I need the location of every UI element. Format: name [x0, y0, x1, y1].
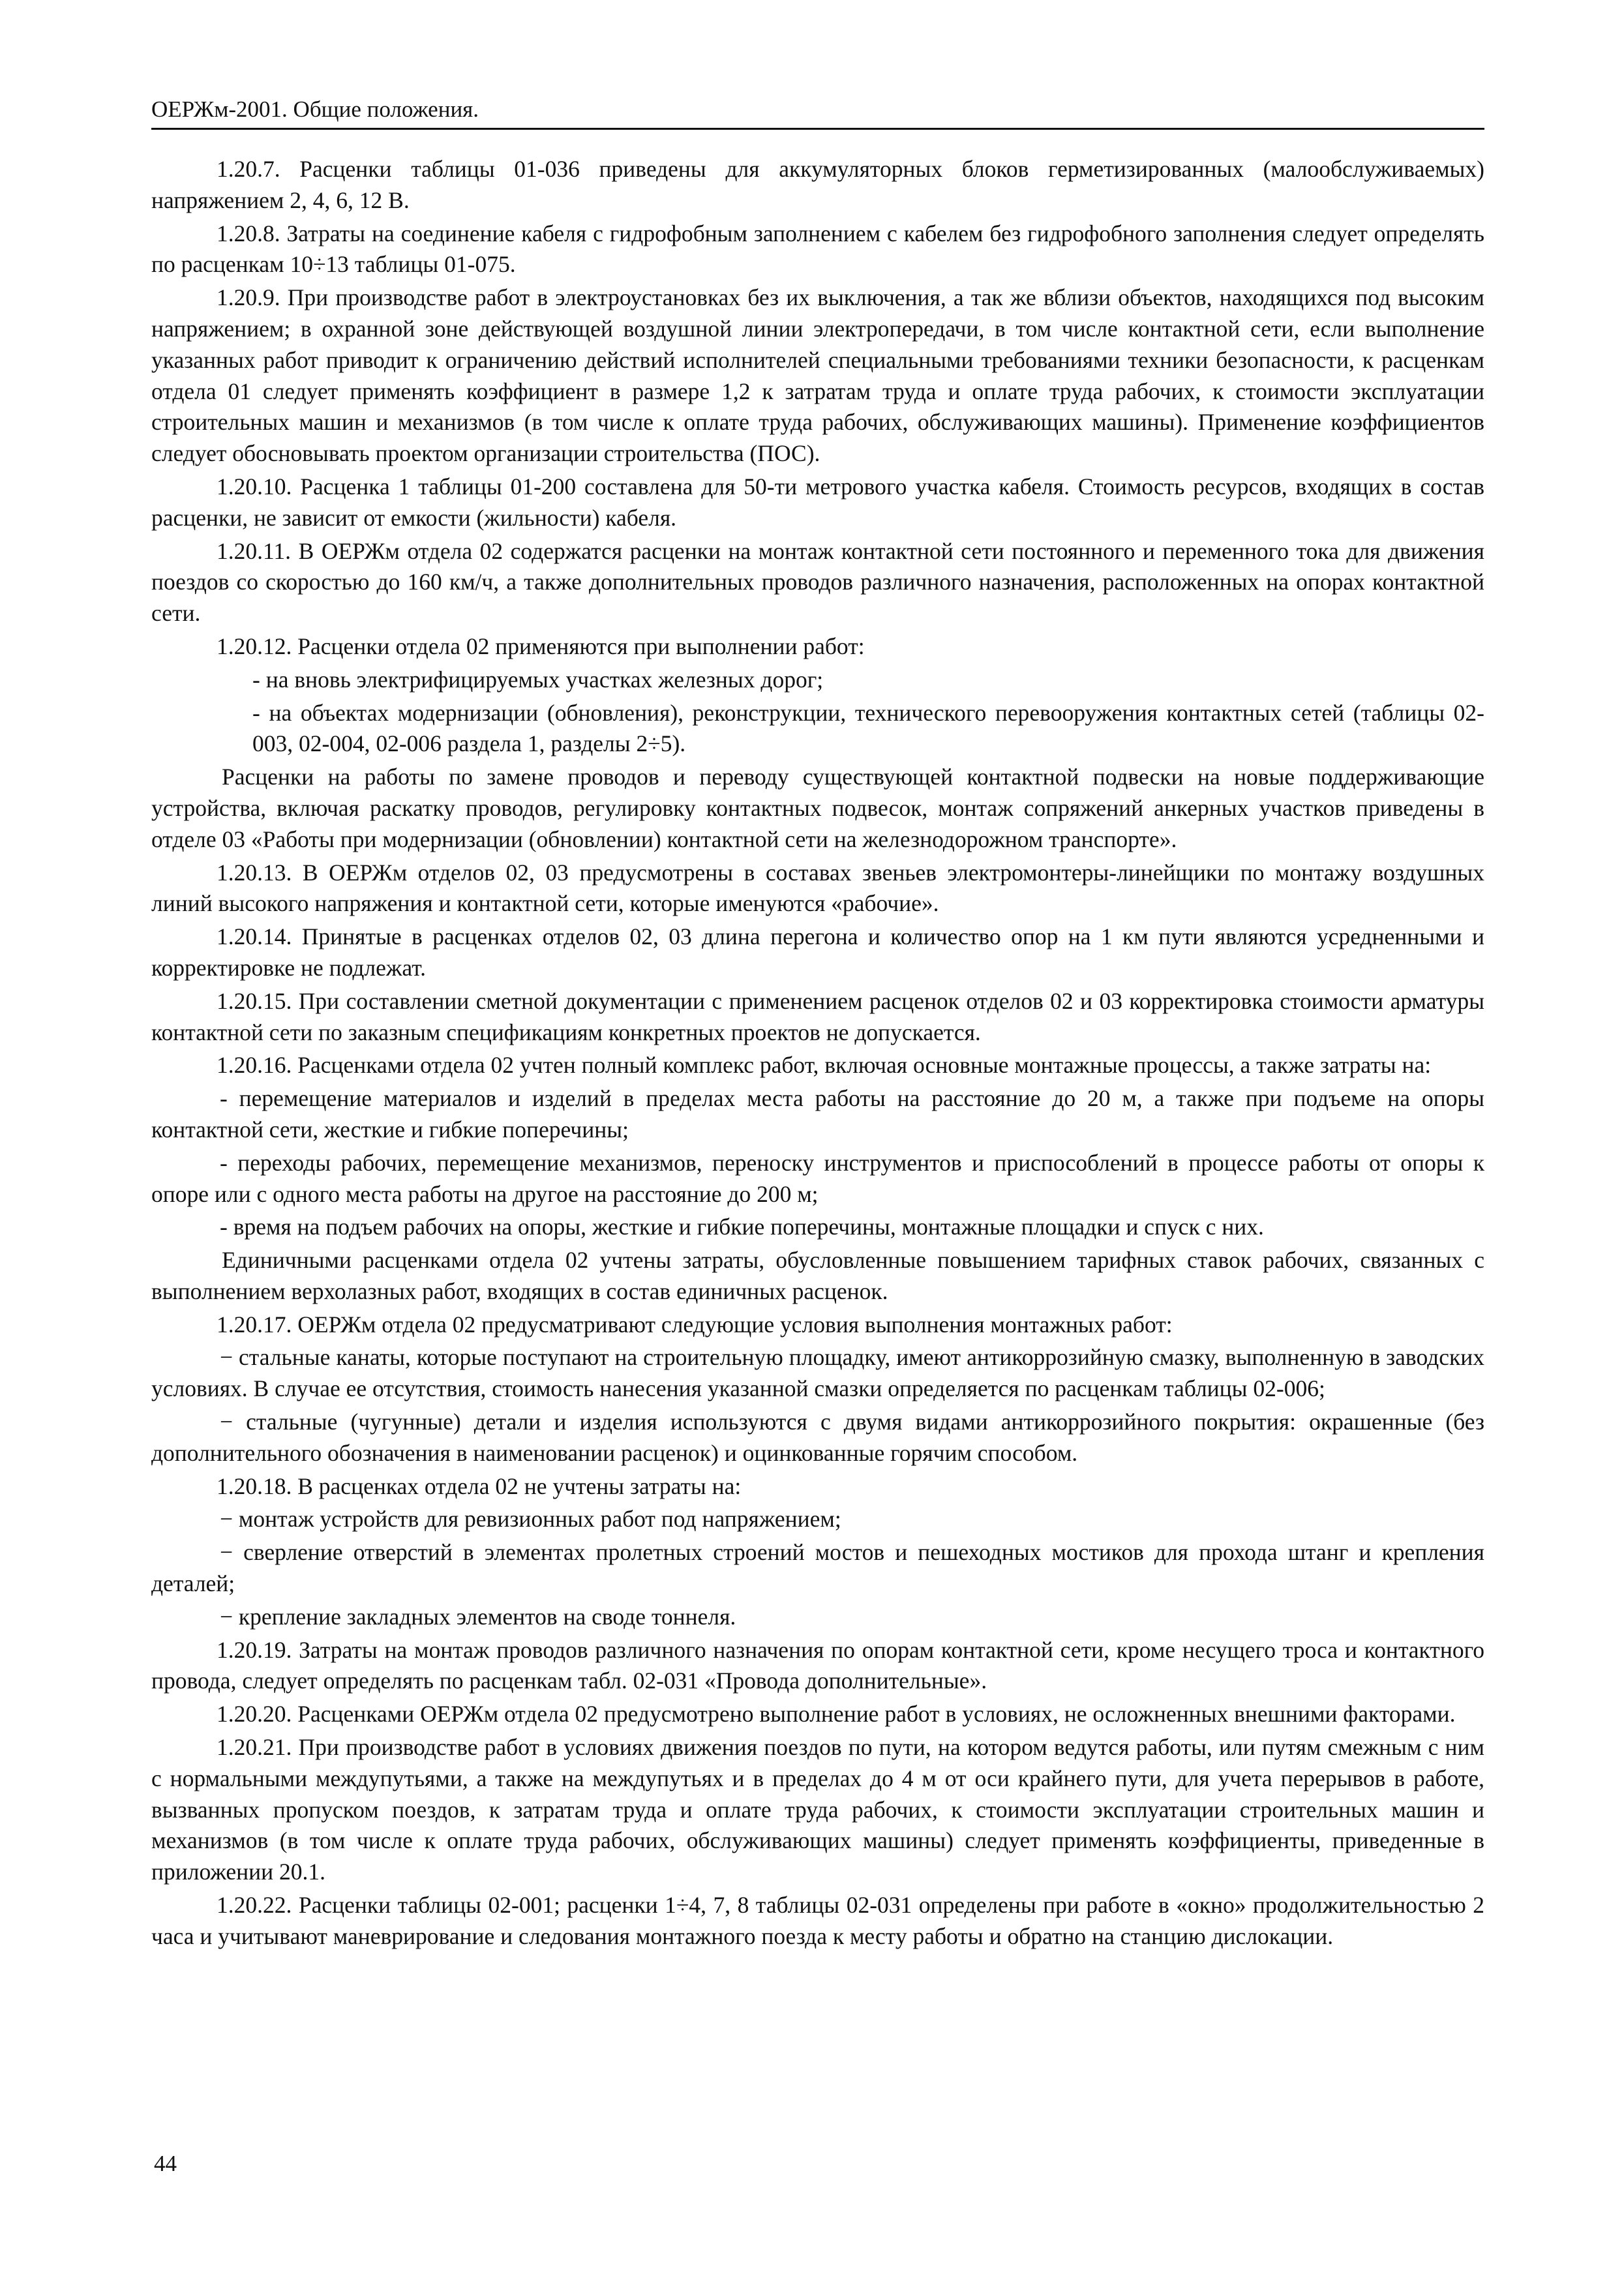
paragraph: 1.20.9. При производстве работ в электроустановках без их выключения, а так же вблизи объектов, находящихся под высоким напряжением; в охранной зоне действующей воздушной линии электропередачи, в том числе контактной сети, если выполнение указанных работ приводит к ограничению действий исполнителей специальными требованиями техники безопасности, к расценкам отдела 01 следует применять коэффициент в размере 1,2 к затратам труда и оплате труда рабочих, к стоимости эксплуатации строительных машин и механизмов (в том числе к оплате труда рабочих, обслуживающих машины). Применение коэффициентов следует обосновывать проектом организации строительства (ПОС).	[151, 284, 1484, 467]
paragraph: Расценки на работы по замене проводов и переводу существующей контактной подвески на новые поддерживающие устройства, включая раскатку проводов, регулировку контактных подвесок, монтаж сопряжений анкерных участков приведены в отделе 03 «Работы при модернизации (обновлении) контактной сети на железнодорожном транспорте».	[151, 764, 1484, 852]
paragraph: 1.20.17. ОЕРЖм отдела 02 предусматривают следующие условия выполнения монтажных работ:	[217, 1311, 1173, 1338]
list-item: - переходы рабочих, перемещение механизмов, переноску инструментов и приспособлений в процессе работы от опоры к опоре или с одного места работы на другое на расстояние до 200 м;	[151, 1149, 1484, 1207]
paragraph: 1.20.13. В ОЕРЖм отделов 02, 03 предусмотрены в составах звеньев электромонтеры-линейщики по монтажу воздушных линий высокого напряжения и контактной сети, которые именуются «рабочие».	[151, 859, 1484, 917]
body-text	[151, 154, 1484, 1954]
page-number: 44	[154, 2151, 177, 2176]
paragraph: 1.20.20. Расценками ОЕРЖм отдела 02 предусмотрено выполнение работ в условиях, не осложненных внешними факторами.	[217, 1701, 1456, 1728]
paragraph: 1.20.7. Расценки таблицы 01-036 приведены для аккумуляторных блоков герметизированных (малообслуживаемых) напряжением 2, 4, 6, 12 В.	[151, 156, 1484, 213]
list-item: − крепление закладных элементов на своде тоннеля.	[220, 1603, 736, 1630]
paragraph: 1.20.8. Затраты на соединение кабеля с гидрофобным заполнением с кабелем без гидрофобного заполнения следует определять по расценкам 10÷13 таблицы 01-075.	[151, 220, 1484, 278]
paragraph: 1.20.14. Принятые в расценках отделов 02, 03 длина перегона и количество опор на 1 км пути являются усредненными и корректировке не подлежат.	[151, 923, 1484, 981]
paragraph: 1.20.12. Расценки отдела 02 применяются при выполнении работ:	[217, 633, 865, 659]
list-item: − стальные (чугунные) детали и изделия используются с двумя видами антикоррозийного покрытия: окрашенные (без дополнительного обозначения в наименовании расценок) и оцинкованные горячим способом.	[151, 1409, 1484, 1466]
paragraph: 1.20.19. Затраты на монтаж проводов различного назначения по опорам контактной сети, кроме несущего троса и контактного провода, следует определять по расценкам табл. 02-031 «Провода дополнительные».	[151, 1636, 1484, 1694]
list-item: - перемещение материалов и изделий в пределах места работы на расстояние до 20 м, а также при подъеме на опоры контактной сети, жесткие и гибкие поперечины;	[151, 1085, 1484, 1143]
paragraph: 1.20.11. В ОЕРЖм отдела 02 содержатся расценки на монтаж контактной сети постоянного и переменного тока для движения поездов со скоростью до 160 км/ч, а также дополнительных проводов различного назначения, расположенных на опорах контактной сети.	[151, 537, 1484, 627]
paragraph: 1.20.10. Расценка 1 таблицы 01-200 составлена для 50-ти метрового участка кабеля. Стоимость ресурсов, входящих в состав расценки, не зависит от емкости (жильности) кабеля.	[151, 473, 1484, 531]
list-item: - на вновь электрифицируемых участках железных дорог;	[252, 666, 824, 693]
running-header: ОЕРЖм-2001. Общие положения.	[151, 95, 1484, 130]
paragraph: 1.20.21. При производстве работ в условиях движения поездов по пути, на котором ведутся работы, или путям смежным с ним с нормальными междупутьями, а также на междупутьях и в пределах до 4 м от оси крайнего пути, для учета перерывов в работе, вызванных пропуском поездов, к затратам труда и оплате труда рабочих, к стоимости эксплуатации строительных машин и механизмов (в том числе к оплате труда рабочих, обслуживающих машины) следует применять коэффициенты, приведенные в приложении 20.1.	[151, 1734, 1484, 1885]
paragraph: 1.20.15. При составлении сметной документации с применением расценок отделов 02 и 03 корректировка стоимости арматуры контактной сети по заказным спецификациям конкретных проектов не допускается.	[151, 987, 1484, 1045]
paragraph: Единичными расценками отдела 02 учтены затраты, обусловленные повышением тарифных ставок рабочих, связанных с выполнением верхолазных работ, входящих в состав единичных расценок.	[151, 1247, 1484, 1304]
list-item: - время на подъем рабочих на опоры, жесткие и гибкие поперечины, монтажные площадки и спуск с них.	[220, 1214, 1264, 1240]
paragraph: 1.20.18. В расценках отдела 02 не учтены затраты на:	[217, 1473, 742, 1499]
list-item: - на объектах модернизации (обновления), реконструкции, технического перевооружения контактных сетей (таблицы 02-003, 02-004, 02-006 раздела 1, разделы 2÷5).	[252, 699, 1484, 757]
paragraph: 1.20.22. Расценки таблицы 02-001; расценки 1÷4, 7, 8 таблицы 02-031 определены при работе в «окно» продолжительностью 2 часа и учитывают маневрирование и следования монтажного поезда к месту работы и обратно на станцию дислокации.	[151, 1892, 1484, 1949]
paragraph: 1.20.16. Расценками отдела 02 учтен полный комплекс работ, включая основные монтажные процессы, а также затраты на:	[217, 1052, 1432, 1079]
list-item: − монтаж устройств для ревизионных работ под напряжением;	[220, 1506, 841, 1533]
list-item: − сверление отверстий в элементах пролетных строений мостов и пешеходных мостиков для прохода штанг и крепления деталей;	[151, 1539, 1484, 1597]
list-item: − стальные канаты, которые поступают на строительную площадку, имеют антикоррозийную смазку, выполненную в заводских условиях. В случае ее отсутствия, стоимость нанесения указанной смазки определяется по расценкам таблицы 02-006;	[151, 1344, 1484, 1402]
